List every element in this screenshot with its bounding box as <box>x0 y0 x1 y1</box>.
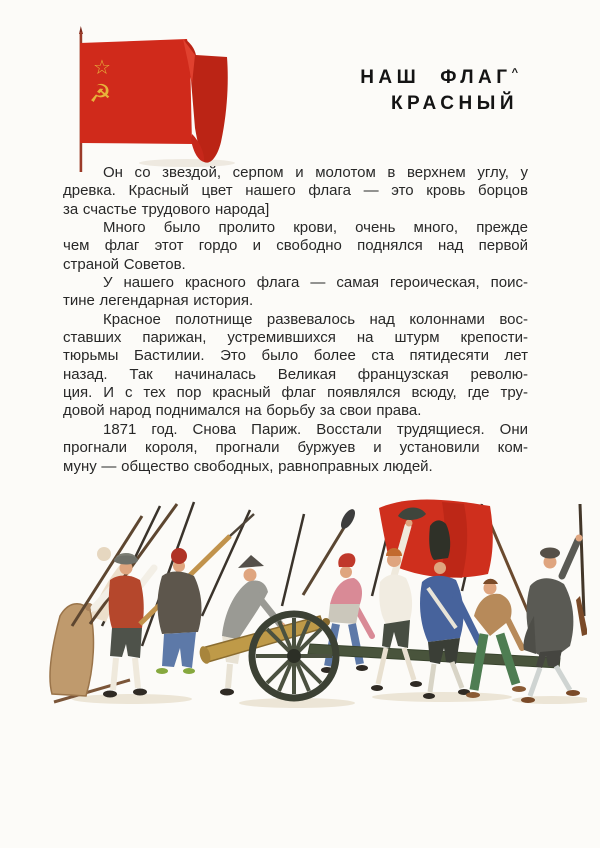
revolutionaries-illustration <box>42 496 587 714</box>
text-line: назад. Так начиналась Великая французская револю- <box>63 365 528 383</box>
page-title <box>360 60 518 117</box>
title-word-flag: ФЛАГ <box>440 67 512 88</box>
text-line: 1871 год. Снова Париж. Восстали трудящиеся. Они <box>103 420 528 438</box>
title-line-2: КРАСНЫЙ <box>390 93 518 114</box>
grey-striding-man <box>521 504 587 703</box>
text-line: Он со звездой, серпом и молотом в верхнем углу, у <box>103 164 528 181</box>
body-text <box>63 164 528 476</box>
title-word-nash: НАШ <box>360 67 421 88</box>
text-line: древка. Красный цвет нашего флага — это кровь борцов <box>63 182 528 200</box>
text-line: У нашего красного флага — самая героическая, поис- <box>103 274 528 292</box>
text-line: страной Советов. <box>63 255 186 273</box>
cannon-wheel <box>252 614 336 698</box>
ground-shadows <box>72 692 587 708</box>
text-line: ция. И с тех пор красный флаг появлялся всюду, где тру- <box>63 384 528 402</box>
soviet-flag-illustration <box>55 22 305 182</box>
text-line: тине легендарная история. <box>63 292 254 310</box>
text-line: ставших парижан, устремившихся на штурм крепости- <box>63 329 528 347</box>
text-line: тюрьмы Бастилии. Это было более ста пятидесяти лет <box>63 347 528 365</box>
text-line: чем флаг этот гордо и свободно поднялся над первой <box>63 237 528 255</box>
text-line: Много было пролито крови, очень много, прежде <box>103 219 528 237</box>
title-caret-mark: ^ <box>511 67 518 79</box>
text-line: прогнали короля, прогнали буржуев и установили ком- <box>63 439 528 457</box>
hammer-sickle-star-emblem <box>89 55 111 108</box>
title-line-1 <box>360 60 518 91</box>
text-line: Красное полотнище развевалось над колоннами вос- <box>103 310 528 328</box>
musket-stock <box>576 596 587 636</box>
text-line: за счастье трудового народа] <box>63 200 270 218</box>
hammer-sickle-icon: ☭ <box>89 79 112 108</box>
text-line: муну — общество свободных, равноправных людей. <box>63 457 433 475</box>
star-icon: ☆ <box>93 55 111 79</box>
text-line: довой народ поднимался на борьбу за свои права. <box>63 402 422 420</box>
